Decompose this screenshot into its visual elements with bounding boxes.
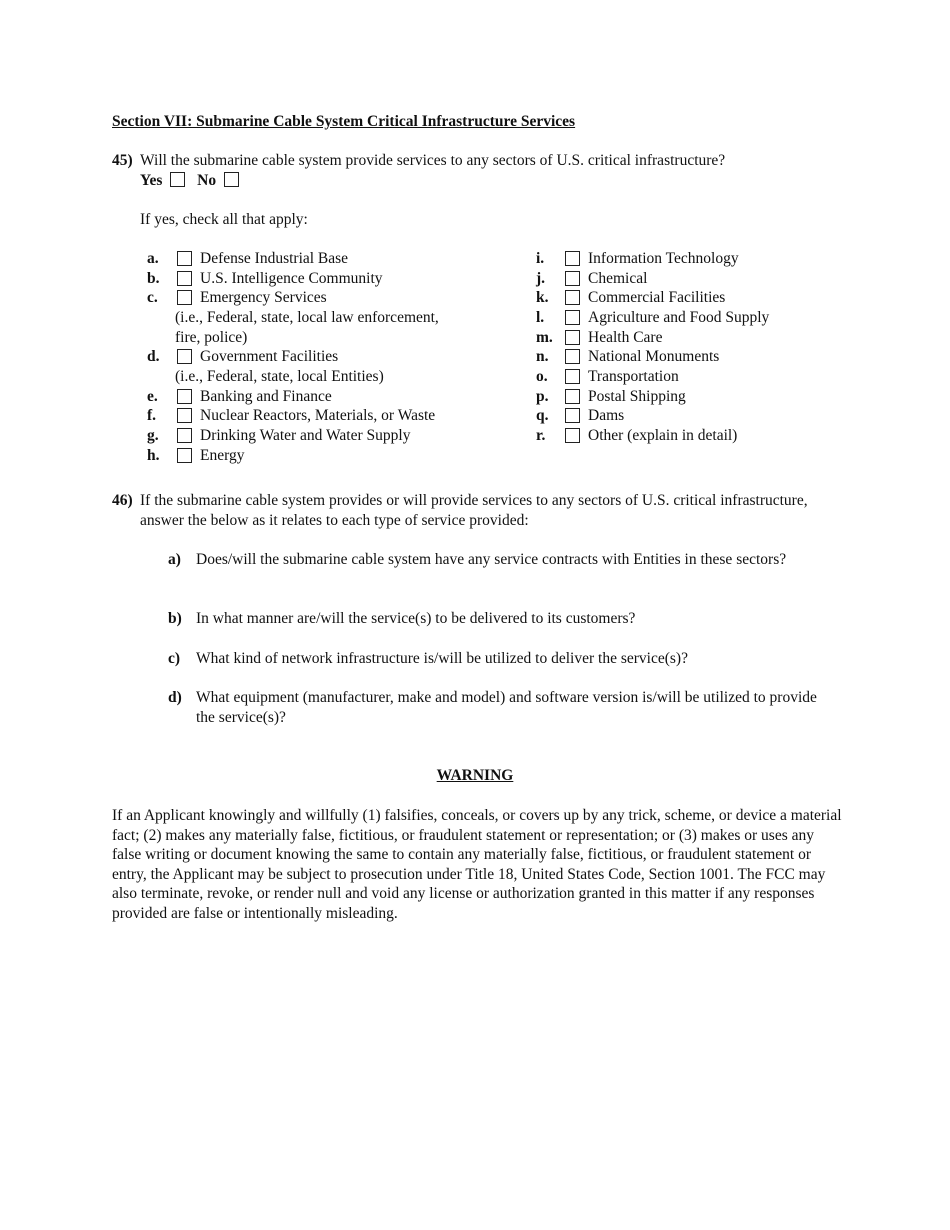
checkbox-information-technology[interactable]	[565, 251, 580, 266]
checkbox-emergency-services[interactable]	[177, 290, 192, 305]
item-label: Defense Industrial Base	[200, 250, 349, 267]
checkbox-health-care[interactable]	[565, 330, 580, 345]
item-label: Health Care	[588, 329, 663, 346]
item-label: Energy	[200, 447, 245, 464]
item-label: Chemical	[588, 270, 648, 287]
subquestion-text: In what manner are/will the service(s) to be delivered to its customers?	[196, 610, 636, 627]
item-label: Transportation	[588, 368, 679, 385]
checkbox-banking-and-finance[interactable]	[177, 389, 192, 404]
item-letter: p.	[536, 388, 549, 405]
q45-yes-no	[140, 171, 239, 191]
item-letter: f.	[147, 407, 157, 424]
subquestion-letter: a)	[168, 551, 181, 568]
item-label: Government Facilities	[200, 348, 339, 365]
item-label: Dams	[588, 407, 625, 424]
item-label: Nuclear Reactors, Materials, or Waste	[200, 407, 436, 424]
checkbox-us-intelligence-community[interactable]	[177, 271, 192, 286]
warning-body: If an Applicant knowingly and willfully (1) falsifies, conceals, or covers up by any trick, scheme, or device a material fact; (2) makes any materially false, fictitious, or fraudulent statement or representation; or (3) makes or uses any false writing or document knowing the same to contain any materially false, fictitious, or fraudulent statement or entry, the Applicant may be subject to prosecution under Title 18, United States Code, Section 1001. The FCC may also terminate, revoke, or render null and void any license or authorization granted in this matter if any responses provided are false or intentionally misleading.	[112, 807, 842, 922]
checkbox-nuclear-reactors[interactable]	[177, 408, 192, 423]
item-letter: b.	[147, 270, 160, 287]
item-letter: g.	[147, 427, 159, 444]
item-subtext: (i.e., Federal, state, local law enforcement,	[175, 309, 439, 326]
checkbox-national-monuments[interactable]	[565, 349, 580, 364]
item-label: Postal Shipping	[588, 388, 686, 405]
item-letter: c.	[147, 289, 158, 306]
item-letter: a.	[147, 250, 159, 267]
warning-title: WARNING	[436, 767, 514, 784]
yes-checkbox[interactable]	[170, 172, 185, 187]
item-letter: d.	[147, 348, 160, 365]
item-letter: i.	[536, 250, 545, 267]
subquestion-text: Does/will the submarine cable system have any service contracts with Entities in these sectors?	[196, 551, 787, 568]
item-label: Information Technology	[588, 250, 739, 267]
item-letter: q.	[536, 407, 549, 424]
item-letter: j.	[536, 270, 546, 287]
item-letter: r.	[536, 427, 546, 444]
no-label: No	[197, 172, 217, 189]
item-letter: m.	[536, 329, 553, 346]
subquestion-letter: d)	[168, 689, 182, 706]
subquestion-text: What equipment (manufacturer, make and model) and software version is/will be utilized to provide the service(s)?	[196, 689, 817, 726]
checkbox-transportation[interactable]	[565, 369, 580, 384]
checkbox-postal-shipping[interactable]	[565, 389, 580, 404]
q45-instruction: If yes, check all that apply:	[140, 211, 308, 228]
item-label: Commercial Facilities	[588, 289, 726, 306]
item-label: Other (explain in detail)	[588, 427, 738, 444]
section-title: Section VII: Submarine Cable System Critical Infrastructure Services	[112, 113, 576, 130]
checkbox-government-facilities[interactable]	[177, 349, 192, 364]
checkbox-commercial-facilities[interactable]	[565, 290, 580, 305]
checkbox-other[interactable]	[565, 428, 580, 443]
checkbox-chemical[interactable]	[565, 271, 580, 286]
q46-text: If the submarine cable system provides or will provide services to any sectors of U.S. critical infrastructure, answer the below as it relates to each type of service provided:	[140, 492, 808, 529]
item-subtext: (i.e., Federal, state, local Entities)	[175, 368, 384, 385]
item-label: Drinking Water and Water Supply	[200, 427, 411, 444]
checkbox-agriculture-food[interactable]	[565, 310, 580, 325]
subquestion-letter: b)	[168, 610, 182, 627]
item-letter: o.	[536, 368, 548, 385]
checkbox-dams[interactable]	[565, 408, 580, 423]
item-label: Emergency Services	[200, 289, 327, 306]
subquestion-text: What kind of network infrastructure is/will be utilized to deliver the service(s)?	[196, 650, 688, 667]
item-letter: h.	[147, 447, 160, 464]
item-label: National Monuments	[588, 348, 720, 365]
no-checkbox[interactable]	[224, 172, 239, 187]
item-subtext: fire, police)	[175, 329, 248, 346]
item-letter: k.	[536, 289, 549, 306]
checkbox-energy[interactable]	[177, 448, 192, 463]
item-letter: l.	[536, 309, 545, 326]
item-letter: n.	[536, 348, 549, 365]
item-label: U.S. Intelligence Community	[200, 270, 383, 287]
checkbox-drinking-water[interactable]	[177, 428, 192, 443]
item-letter: e.	[147, 388, 158, 405]
item-label: Agriculture and Food Supply	[588, 309, 770, 326]
item-label: Banking and Finance	[200, 388, 332, 405]
subquestion-letter: c)	[168, 650, 181, 667]
q45-text: Will the submarine cable system provide services to any sectors of U.S. critical infrastructure?	[140, 152, 726, 169]
yes-label: Yes	[140, 172, 163, 189]
q46-number: 46)	[112, 492, 133, 509]
q45-number: 45)	[112, 152, 133, 169]
checkbox-defense-industrial-base[interactable]	[177, 251, 192, 266]
